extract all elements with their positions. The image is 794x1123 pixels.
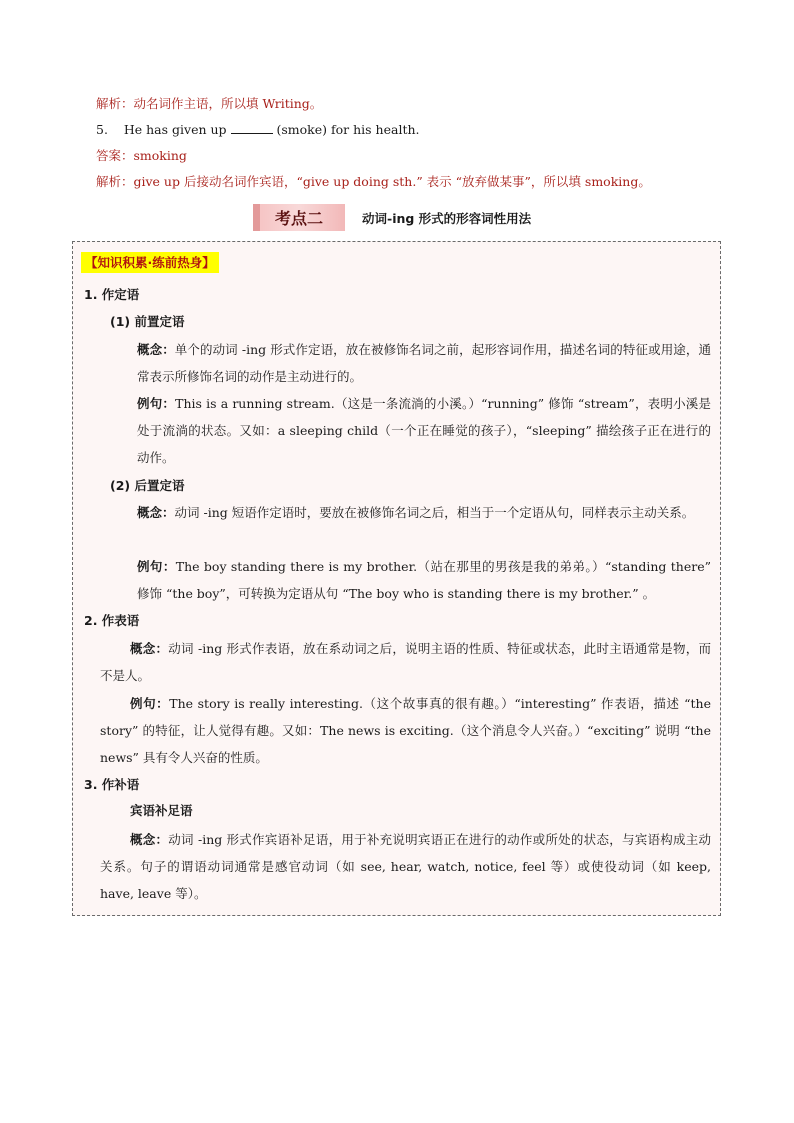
concept-object-complement bbox=[100, 826, 711, 907]
subheading-pre-attributive: (1) 前置定语 bbox=[110, 314, 185, 329]
example-predicative bbox=[100, 690, 711, 771]
example-label: 例句： bbox=[130, 696, 170, 711]
example-label: 例句： bbox=[137, 396, 176, 411]
section-badge-label: 考点二 bbox=[274, 209, 323, 228]
analysis-line-4: 解析：动名词作主语，所以填 Writing。 bbox=[96, 96, 323, 111]
answer-blank bbox=[231, 122, 273, 134]
concept-label: 概念： bbox=[130, 641, 169, 656]
concept-label: 概念： bbox=[137, 505, 175, 520]
question-number: 5. bbox=[96, 122, 108, 137]
example-text: This is a running stream.（这是一条流淌的小溪。）“running” 修饰 “stream”，表明小溪是处于流淌的状态。又如：a sleeping child（一个正在睡觉的孩子），“sleeping” 描绘孩子正在进行的动作。 bbox=[137, 396, 711, 465]
subheading-post-attributive: (2) 后置定语 bbox=[110, 478, 185, 493]
example-text: The story is really interesting.（这个故事真的很有趣。）“interesting” 作表语，描述 “the story” 的特征，让人觉得有趣。又如：The news is exciting.（这个消息令人兴奋。）“exciting” 说明 “the news” 具有令人兴奋的性质。 bbox=[100, 696, 711, 765]
concept-pre-attributive bbox=[137, 336, 711, 390]
example-label: 例句： bbox=[137, 559, 176, 574]
heading-attributive: 1. 作定语 bbox=[84, 287, 140, 302]
knowledge-tag: 【知识积累·练前热身】 bbox=[81, 252, 219, 273]
question-text-after: (smoke) for his health. bbox=[276, 122, 420, 137]
concept-text: 动词 -ing 形式作宾语补足语，用于补充说明宾语正在进行的动作或所处的状态，与宾语构成主动关系。句子的谓语动词通常是感官动词（如 see, hear, watch, notice, feel 等）或使役动词（如 keep, have, leave 等）。 bbox=[100, 832, 711, 901]
concept-label: 概念： bbox=[130, 832, 169, 847]
concept-text: 动词 -ing 形式作表语，放在系动词之后，说明主语的性质、特征或状态，此时主语通常是物，而不是人。 bbox=[100, 641, 711, 683]
concept-text: 动词 -ing 短语作定语时，要放在被修饰名词之后，相当于一个定语从句，同样表示主动关系。 bbox=[174, 505, 695, 520]
question-text-before: He has given up bbox=[123, 122, 227, 137]
concept-post-attributive bbox=[137, 499, 711, 526]
heading-predicative: 2. 作表语 bbox=[84, 613, 140, 628]
section-title: 动词-ing 形式的形容词性用法 bbox=[362, 211, 532, 226]
concept-text: 单个的动词 -ing 形式作定语，放在被修饰名词之前，起形容词作用，描述名词的特征或用途，通常表示所修饰名词的动作是主动进行的。 bbox=[137, 342, 711, 384]
example-post-attributive bbox=[137, 553, 711, 607]
heading-complement: 3. 作补语 bbox=[84, 777, 140, 792]
example-pre-attributive bbox=[137, 390, 711, 471]
analysis-line-5: 解析：give up 后接动名词作宾语，“give up doing sth.” 表示 “放弃做某事”，所以填 smoking。 bbox=[96, 174, 651, 189]
section-badge bbox=[253, 204, 345, 231]
example-text: The boy standing there is my brother.（站在那里的男孩是我的弟弟。）“standing there” 修饰 “the boy”，可转换为定语从句 “The boy who is standing there is my brother.” 。 bbox=[137, 559, 711, 601]
concept-label: 概念： bbox=[137, 342, 175, 357]
subheading-object-complement: 宾语补足语 bbox=[130, 803, 193, 818]
concept-predicative bbox=[100, 635, 711, 689]
question-5 bbox=[96, 122, 420, 138]
answer-line-5: 答案：smoking bbox=[96, 148, 187, 163]
